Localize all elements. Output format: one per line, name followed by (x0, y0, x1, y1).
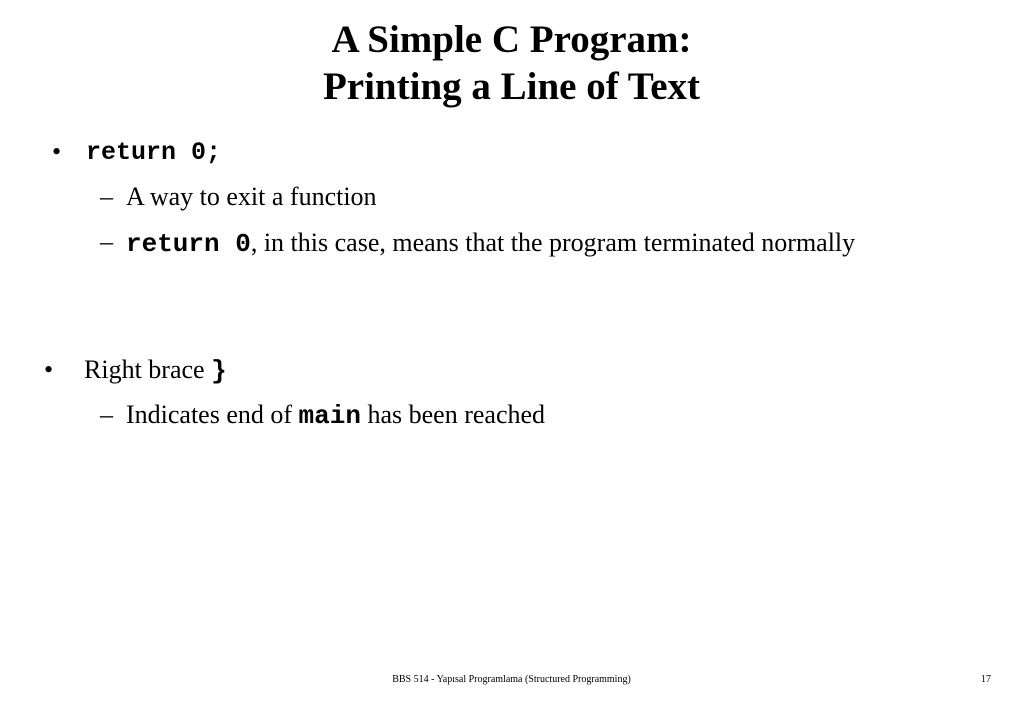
code-main: main (298, 401, 361, 431)
sub-bullet-text: A way to exit a function (126, 182, 377, 211)
dash-mark: – (100, 227, 113, 256)
sub-bullet-text-after: has been reached (360, 400, 546, 429)
page-number: 17 (981, 674, 991, 685)
code-return-zero-semicolon: return 0; (86, 138, 222, 167)
sub-bullet-text-before: Indicates end of (126, 400, 299, 429)
sub-bullet-text-after: , in this case, means that the program terminated normally (250, 228, 856, 257)
slide-title (0, 16, 1023, 110)
title-line-1: A Simple C Program: (331, 18, 692, 61)
code-right-brace: } (211, 356, 227, 386)
bullet-text (84, 351, 227, 390)
sub-bullet-text (126, 396, 545, 435)
dash-mark: – (100, 400, 113, 429)
bullet-text (86, 133, 221, 171)
bullet-text-before: Right brace (84, 355, 212, 384)
sub-bullet-text (126, 223, 896, 264)
bullet-mark: • (52, 137, 62, 166)
bullet-mark: • (44, 355, 54, 384)
code-return-zero: return 0 (126, 229, 251, 259)
title-line-2: Printing a Line of Text (322, 65, 701, 108)
slide-footer: BBS 514 - Yapısal Programlama (Structured Programming) (392, 674, 631, 685)
dash-mark: – (100, 182, 113, 211)
